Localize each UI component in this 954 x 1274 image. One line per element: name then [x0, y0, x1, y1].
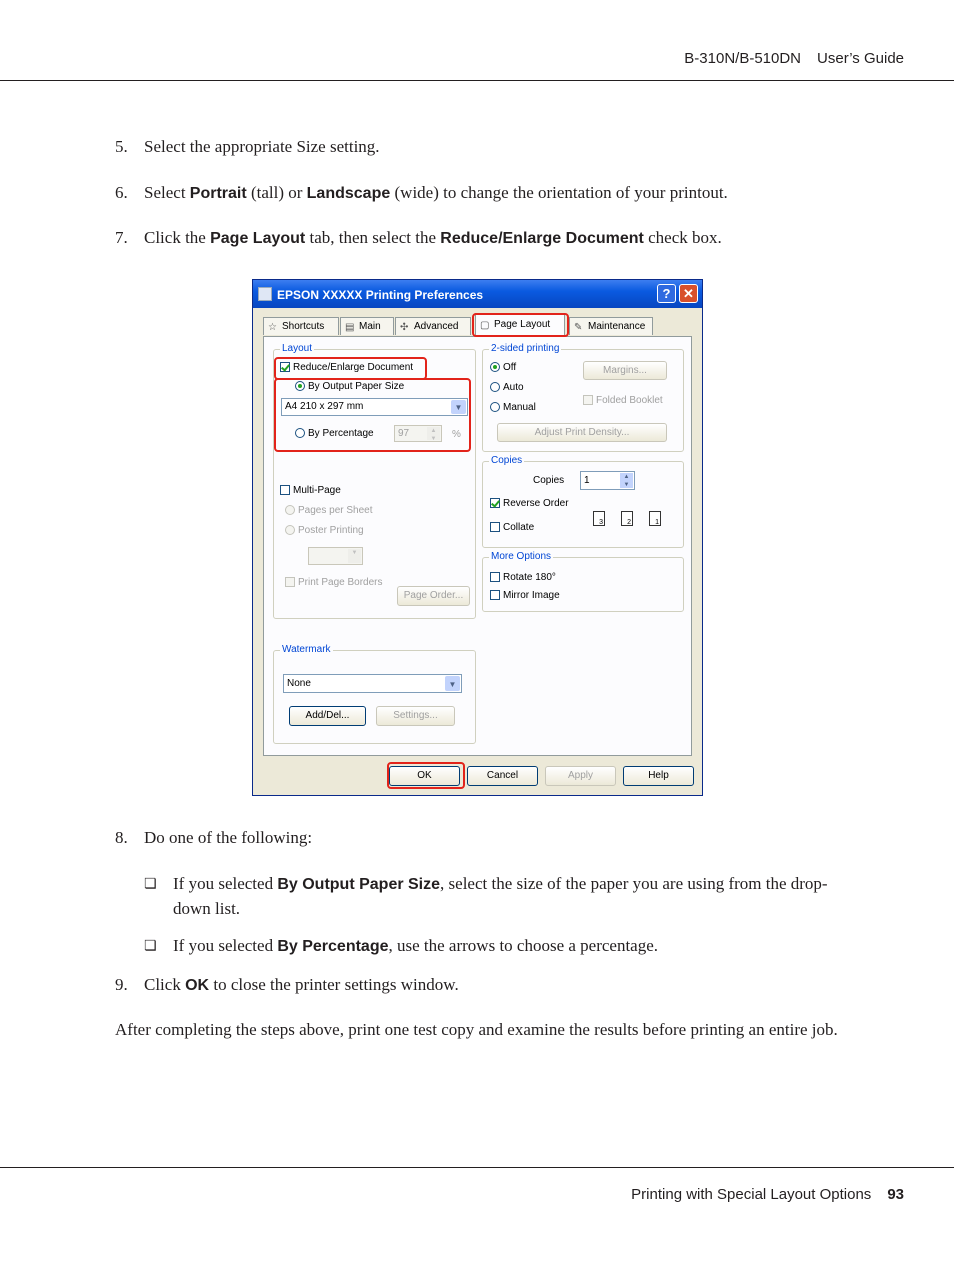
- step-9: 9. Click OK to close the printer settings window.: [115, 975, 459, 994]
- two-sided-manual-radio[interactable]: Manual: [490, 402, 536, 414]
- highlight-page-layout-tab: [472, 313, 569, 337]
- printing-preferences-dialog: [252, 279, 703, 796]
- tab-main[interactable]: ▤ Main: [340, 317, 394, 335]
- poster-printing-radio[interactable]: Poster Printing: [285, 525, 364, 537]
- margins-button[interactable]: Margins...: [583, 361, 667, 380]
- page-layout-icon: ▢: [480, 320, 490, 331]
- watermark-legend: Watermark: [282, 644, 331, 655]
- pages-per-sheet-radio[interactable]: Pages per Sheet: [285, 505, 373, 517]
- step-8: 8. Do one of the following:: [115, 828, 313, 847]
- more-options-group: [482, 551, 684, 612]
- header-model: B-310N/B-510DN: [684, 50, 802, 67]
- spinner-arrows-icon[interactable]: ▲ ▼: [427, 427, 440, 440]
- main-icon: ▤: [345, 322, 355, 333]
- highlight-ok-button: [387, 762, 465, 789]
- bullet-by-percentage: ❏ If you selected By Percentage, use the arrows to choose a percentage.: [144, 934, 864, 959]
- add-del-button[interactable]: Add/Del...: [289, 706, 366, 726]
- star-icon: ☆: [268, 322, 277, 333]
- chevron-down-icon[interactable]: ▼: [451, 400, 466, 414]
- two-sided-auto-radio[interactable]: Auto: [490, 382, 524, 394]
- watermark-settings-button[interactable]: Settings...: [376, 706, 455, 726]
- watermark-select[interactable]: None ▼: [283, 674, 462, 693]
- two-sided-off-radio[interactable]: Off: [490, 362, 516, 374]
- advanced-icon: ✣: [400, 322, 409, 333]
- page-number: 93: [887, 1186, 904, 1203]
- two-sided-legend: 2-sided printing: [491, 343, 560, 354]
- paper-size-select[interactable]: A4 210 x 297 mm ▼: [281, 398, 468, 416]
- highlight-size-options: [274, 378, 471, 452]
- adjust-print-density-button[interactable]: Adjust Print Density...: [497, 423, 667, 442]
- watermark-group: [273, 644, 476, 744]
- reduce-enlarge-checkbox[interactable]: Reduce/Enlarge Document: [280, 362, 413, 374]
- page-order-button[interactable]: Page Order...: [397, 586, 470, 606]
- page-footer: [631, 1186, 904, 1203]
- print-page-borders-checkbox[interactable]: Print Page Borders: [285, 577, 383, 589]
- tab-shortcuts[interactable]: ☆ Shortcuts: [263, 317, 339, 335]
- layout-legend: Layout: [282, 343, 313, 354]
- footer-rule: [0, 1167, 954, 1168]
- step-7: 7. Click the Page Layout tab, then select the Reduce/Enlarge Document check box.: [115, 228, 722, 247]
- more-options-legend: More Options: [491, 551, 552, 562]
- copies-label: Copies: [533, 475, 565, 486]
- closing-paragraph: After completing the steps above, print one test copy and examine the results before printing an entire job.: [115, 1020, 838, 1039]
- dialog-title: EPSON XXXXX Printing Preferences: [277, 288, 484, 302]
- cancel-button[interactable]: Cancel: [467, 766, 538, 786]
- wrench-icon: ✎: [574, 322, 583, 333]
- checkbox-bullet-icon: ❏: [144, 938, 157, 954]
- percentage-spinner[interactable]: 97 ▲ ▼: [394, 425, 442, 442]
- reverse-order-checkbox[interactable]: Reverse Order: [490, 498, 569, 510]
- multi-page-checkbox[interactable]: Multi-Page: [280, 485, 341, 497]
- dialog-title-bar: [253, 280, 702, 308]
- chevron-down-icon[interactable]: ▼: [348, 549, 361, 563]
- ok-button[interactable]: OK: [389, 766, 460, 786]
- chevron-down-icon[interactable]: ▼: [445, 676, 460, 691]
- step-6: 6. Select Portrait (tall) or Landscape (wide) to change the orientation of your printout.: [115, 183, 728, 202]
- folded-booklet-checkbox[interactable]: Folded Booklet: [583, 395, 663, 407]
- tab-advanced[interactable]: ✣ Advanced: [395, 317, 471, 335]
- help-button[interactable]: Help: [623, 766, 694, 786]
- footer-section: Printing with Special Layout Options: [631, 1186, 872, 1203]
- copies-legend: Copies: [491, 455, 523, 466]
- by-output-paper-size-radio[interactable]: By Output Paper Size: [295, 381, 404, 393]
- step-5: 5. Select the appropriate Size setting.: [115, 137, 380, 156]
- mirror-image-checkbox[interactable]: Mirror Image: [490, 590, 560, 602]
- printer-icon: [258, 287, 272, 301]
- bullet-by-output-paper-size: ❏ If you selected By Output Paper Size, select the size of the paper you are using from the drop-down list.: [144, 874, 828, 918]
- checkbox-bullet-icon: ❏: [144, 876, 157, 892]
- collate-checkbox[interactable]: Collate: [490, 522, 534, 534]
- header-guide: User’s Guide: [817, 50, 904, 67]
- percent-sign: %: [452, 429, 461, 440]
- spinner-arrows-icon[interactable]: ▲ ▼: [620, 473, 633, 488]
- page-header: [668, 50, 904, 67]
- title-close-button[interactable]: ✕: [679, 284, 698, 303]
- tab-maintenance[interactable]: ✎ Maintenance: [569, 317, 653, 335]
- rotate-180-checkbox[interactable]: Rotate 180°: [490, 572, 556, 584]
- by-percentage-radio[interactable]: By Percentage: [295, 428, 374, 440]
- title-help-button[interactable]: ?: [657, 284, 676, 303]
- collate-page-1-icon: 1: [649, 511, 661, 526]
- header-rule: [0, 80, 954, 81]
- copies-spinner[interactable]: 1 ▲ ▼: [580, 471, 635, 490]
- apply-button[interactable]: Apply: [545, 766, 616, 786]
- highlight-reduce-enlarge: [274, 357, 427, 380]
- multi-page-count-select[interactable]: [308, 547, 363, 565]
- collate-page-2-icon: 2: [621, 511, 633, 526]
- collate-page-3-icon: 3: [593, 511, 605, 526]
- checkbox-unchecked: [280, 485, 290, 495]
- tab-page-layout[interactable]: ▢ Page Layout: [475, 313, 565, 337]
